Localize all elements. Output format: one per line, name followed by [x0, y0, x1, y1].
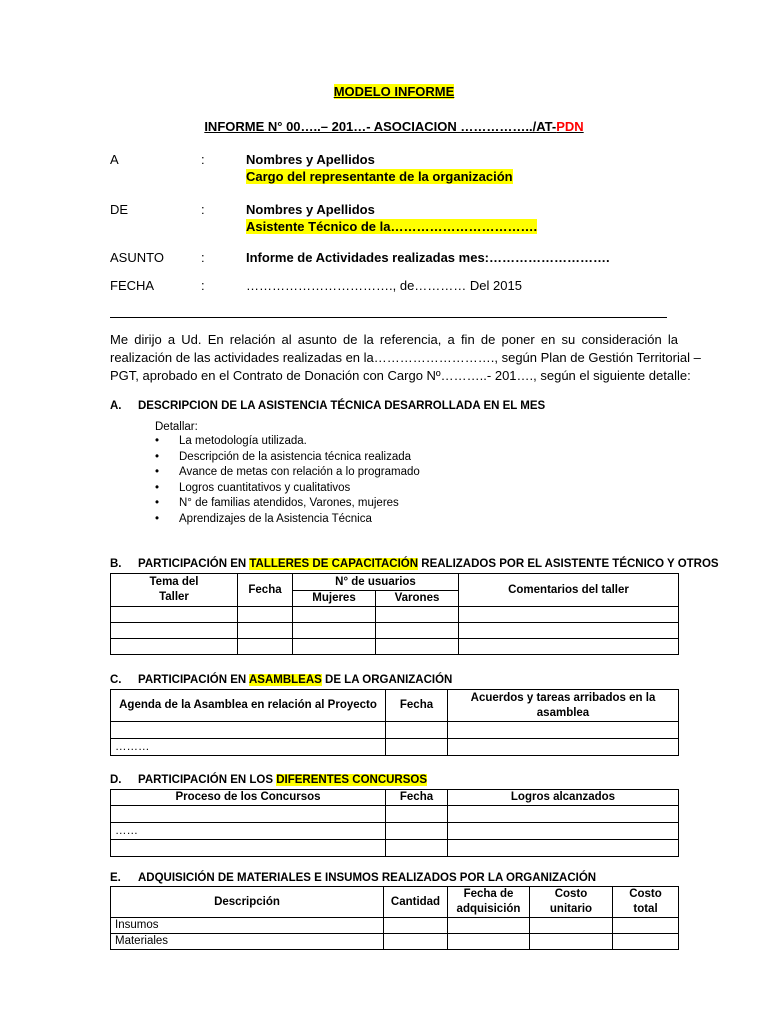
col-costo-total: Costo total	[613, 887, 679, 918]
table-row	[111, 623, 679, 639]
report-number-line: INFORME N° 00…..– 201…- ASOCIACION ……………../AT-PDN	[204, 119, 584, 134]
col-fecha: Fecha	[386, 690, 448, 722]
col-varones: Varones	[376, 591, 459, 607]
header-sep: :	[201, 278, 205, 293]
table-header-row	[111, 790, 679, 806]
col-fecha-adquisicion: Fecha de adquisición	[448, 887, 530, 918]
list-item: • Descripción de la asistencia técnica realizada	[155, 450, 412, 463]
section-c-letter: C.	[110, 674, 122, 686]
section-a-letter: A.	[110, 400, 122, 412]
header-divider	[110, 317, 667, 318]
list-item: • La metodología utilizada.	[155, 435, 307, 447]
col-fecha: Fecha	[386, 790, 448, 806]
table-row	[111, 607, 679, 623]
intro-paragraph: Me dirijo a Ud. En relación al asunto de la referencia, a fin de poner en su consideración la realización de las actividades realizadas en la………………………., según Plan de Gestión Territorial – PGT, aprobado en el Contrato de Donación con Cargo Nº………..- 201…., según el siguiente detalle:	[110, 332, 701, 383]
table-row: ……	[111, 823, 679, 840]
list-item: • N° de familias atendidos, Varones, mujeres	[155, 497, 399, 509]
table-row	[111, 840, 679, 857]
header-sep: :	[201, 202, 205, 217]
col-fecha: Fecha	[238, 574, 293, 607]
header-sep: :	[201, 250, 205, 265]
section-e-letter: E.	[110, 872, 121, 884]
col-proceso: Proceso de los Concursos	[111, 790, 386, 806]
contests-table	[110, 789, 679, 857]
date-value: ……………………………., de………… Del 2015	[246, 278, 522, 293]
list-item: • Avance de metas con relación a lo programado	[155, 466, 420, 478]
col-usuarios: N° de usuarios	[293, 574, 459, 591]
col-logros: Logros alcanzados	[448, 790, 679, 806]
col-acuerdos: Acuerdos y tareas arribados en la asamblea	[448, 690, 679, 722]
col-costo-unitario: Costo unitario	[530, 887, 613, 918]
header-label-a: A	[110, 152, 119, 167]
col-agenda: Agenda de la Asamblea en relación al Proyecto	[111, 690, 386, 722]
subject-value: Informe de Actividades realizadas mes:……………………….	[246, 250, 610, 265]
table-row: ………	[111, 739, 679, 756]
table-row	[111, 722, 679, 739]
section-c-title: PARTICIPACIÓN EN ASAMBLEAS DE LA ORGANIZACIÓN	[138, 674, 453, 686]
section-b-title: PARTICIPACIÓN EN TALLERES DE CAPACITACIÓN REALIZADOS POR EL ASISTENTE TÉCNICO Y OTROS	[138, 558, 719, 570]
col-cantidad: Cantidad	[384, 887, 448, 918]
table-header-row	[111, 574, 679, 591]
header-sep: :	[201, 152, 205, 167]
section-e-title: ADQUISICIÓN DE MATERIALES E INSUMOS REALIZADOS POR LA ORGANIZACIÓN	[138, 872, 597, 884]
table-header-row	[111, 690, 679, 722]
table-row	[111, 806, 679, 823]
document-title: MODELO INFORME	[333, 84, 455, 99]
table-row	[111, 639, 679, 655]
list-item: • Aprendizajes de la Asistencia Técnica	[155, 512, 372, 525]
header-label-asunto: ASUNTO	[110, 250, 164, 265]
recipient-position: Cargo del representante de la organización	[246, 169, 513, 184]
section-d-title: PARTICIPACIÓN EN LOS DIFERENTES CONCURSOS	[138, 774, 428, 786]
section-b-letter: B.	[110, 558, 122, 570]
header-label-fecha: FECHA	[110, 278, 155, 293]
sender-name: Nombres y Apellidos	[246, 202, 375, 217]
header-label-de: DE	[110, 202, 129, 217]
col-comentarios: Comentarios del taller	[459, 574, 679, 607]
section-a-title: DESCRIPCION DE LA ASISTENCIA TÉCNICA DESARROLLADA EN EL MES	[138, 400, 546, 412]
table-row: Insumos	[111, 918, 679, 934]
materials-table	[110, 886, 679, 950]
section-d-letter: D.	[110, 774, 122, 786]
sender-position: Asistente Técnico de la…………………………….	[246, 219, 538, 234]
col-tema: Tema del Taller	[111, 574, 238, 607]
assemblies-table	[110, 689, 679, 756]
workshops-table	[110, 573, 679, 655]
detail-list	[155, 434, 420, 527]
detail-label: Detallar:	[155, 421, 198, 433]
col-mujeres: Mujeres	[293, 591, 376, 607]
recipient-name: Nombres y Apellidos	[246, 152, 375, 167]
list-item: • Logros cuantitativos y cualitativos	[155, 481, 351, 494]
col-descripcion: Descripción	[111, 887, 384, 918]
table-header-row	[111, 887, 679, 918]
table-row: Materiales	[111, 934, 679, 950]
